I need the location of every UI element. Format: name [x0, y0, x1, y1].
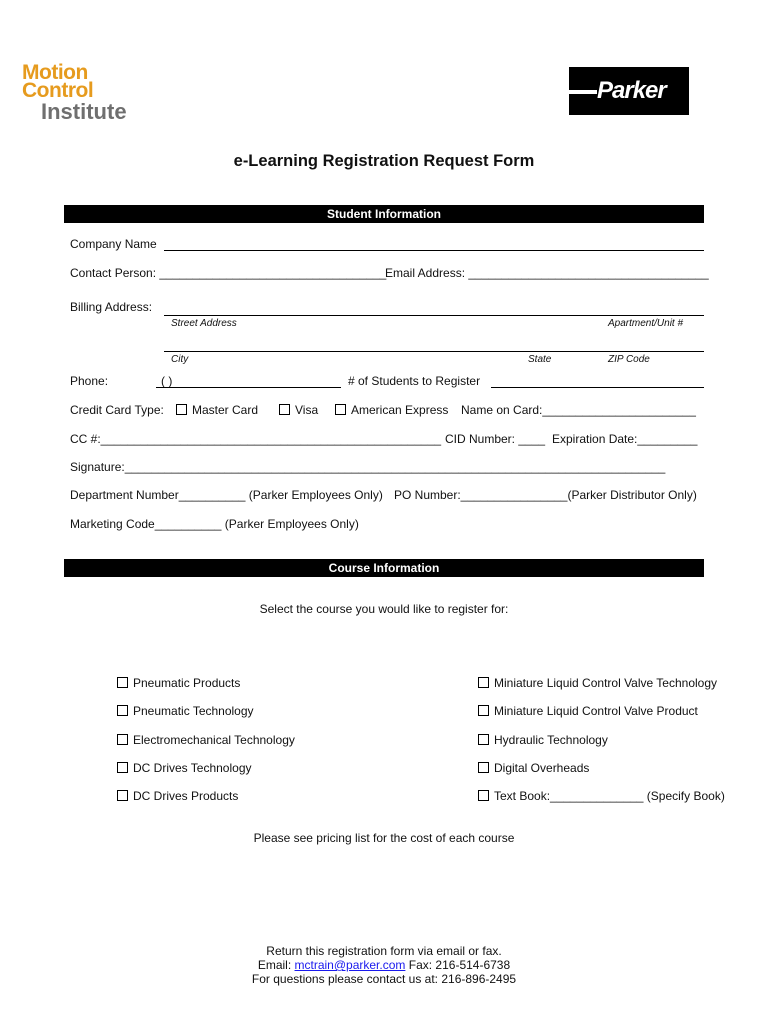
form-title: e-Learning Registration Request Form: [233, 152, 535, 170]
city-caption: City: [171, 354, 189, 365]
course-checkbox[interactable]: [117, 790, 128, 801]
apartment-caption: Apartment/Unit #: [608, 318, 684, 329]
course-checkbox[interactable]: [117, 705, 128, 716]
student-information-header: Student Information: [64, 205, 704, 223]
signature-field[interactable]: Signature:_________________________________________________________________________________: [70, 460, 666, 474]
course-label: DC Drives Technology: [133, 761, 252, 775]
questions-phone: For questions please contact us at: 216-896-2495: [251, 972, 517, 986]
american-express-option[interactable]: [335, 403, 448, 417]
course-label: Electromechanical Technology: [133, 733, 295, 747]
course-option[interactable]: [117, 761, 252, 775]
logo-line-1: Motion: [22, 61, 88, 84]
visa-label: Visa: [295, 403, 319, 417]
course-label: Pneumatic Technology: [133, 704, 254, 718]
zip-caption: ZIP Code: [608, 354, 650, 365]
text-book-checkbox[interactable]: [478, 790, 489, 801]
logo-line-2: Control: [22, 79, 94, 102]
motion-control-institute-logo: [22, 62, 157, 126]
course-checkbox[interactable]: [117, 677, 128, 688]
text-book-option[interactable]: [478, 789, 725, 803]
course-label: Digital Overheads: [494, 761, 590, 775]
credit-card-type-label: Credit Card Type:: [70, 403, 164, 417]
master-card-checkbox[interactable]: [176, 404, 187, 415]
students-count-field[interactable]: [491, 387, 704, 388]
course-prompt: Select the course you would like to register for:: [259, 602, 509, 616]
course-label: DC Drives Products: [133, 789, 239, 803]
master-card-label: Master Card: [192, 403, 259, 417]
course-checkbox[interactable]: [117, 762, 128, 773]
contact-person-field[interactable]: Contact Person: __________________________________: [70, 266, 387, 280]
course-checkbox[interactable]: [117, 734, 128, 745]
course-option[interactable]: [117, 733, 295, 747]
phone-label: Phone:: [70, 374, 109, 388]
state-caption: State: [528, 354, 552, 365]
course-label: Miniature Liquid Control Valve Product: [494, 704, 698, 718]
expiration-date-field[interactable]: Expiration Date:_________: [552, 432, 698, 446]
email-link[interactable]: mctrain@parker.com: [294, 958, 406, 972]
return-instructions: Return this registration form via email or fax.: [266, 944, 502, 958]
course-option[interactable]: [478, 733, 608, 747]
course-option[interactable]: [478, 676, 717, 690]
course-label: Hydraulic Technology: [494, 733, 608, 747]
course-information-header: Course Information: [64, 559, 704, 577]
contact-email-fax: [0, 958, 768, 972]
phone-field[interactable]: [156, 387, 341, 388]
course-option[interactable]: [117, 676, 240, 690]
street-address-caption: Street Address: [171, 318, 237, 329]
po-number-field[interactable]: PO Number:________________(Parker Distributor Only): [394, 488, 697, 502]
course-checkbox[interactable]: [478, 677, 489, 688]
department-number-field[interactable]: Department Number__________ (Parker Employees Only): [70, 488, 383, 502]
fax-number: Fax: 216-514-6738: [408, 958, 511, 972]
course-checkbox[interactable]: [478, 762, 489, 773]
course-checkbox[interactable]: [478, 705, 489, 716]
course-option[interactable]: [478, 704, 698, 718]
cc-number-field[interactable]: CC #:___________________________________________________: [70, 432, 442, 446]
company-name-field[interactable]: [164, 250, 704, 251]
parker-logo: [569, 67, 689, 115]
parker-logo-text: Parker: [597, 77, 666, 104]
course-option[interactable]: [117, 704, 254, 718]
cid-number-field[interactable]: CID Number: ____: [445, 432, 546, 446]
course-option[interactable]: [478, 761, 589, 775]
course-label: Miniature Liquid Control Valve Technology: [494, 676, 718, 690]
pricing-note: Please see pricing list for the cost of each course: [253, 831, 515, 845]
email-label: Email:: [257, 958, 292, 972]
course-option[interactable]: [117, 789, 238, 803]
email-address-field[interactable]: Email Address: ____________________________________: [385, 266, 709, 280]
city-state-zip-field[interactable]: [164, 351, 704, 352]
company-name-label: Company Name: [70, 237, 157, 251]
course-checkbox[interactable]: [478, 734, 489, 745]
course-label: Pneumatic Products: [133, 676, 241, 690]
students-count-label: # of Students to Register: [348, 374, 481, 388]
billing-address-label: Billing Address:: [70, 300, 153, 314]
marketing-code-field[interactable]: Marketing Code__________ (Parker Employees Only): [70, 517, 359, 531]
name-on-card-field[interactable]: Name on Card:_______________________: [461, 403, 696, 417]
visa-option[interactable]: [279, 403, 318, 417]
american-express-checkbox[interactable]: [335, 404, 346, 415]
text-book-label: Text Book:______________ (Specify Book): [494, 789, 725, 803]
phone-area-code: ( ): [161, 374, 173, 388]
street-address-field[interactable]: [164, 315, 704, 316]
american-express-label: American Express: [351, 403, 449, 417]
logo-line-3: Institute: [41, 99, 127, 124]
master-card-option[interactable]: [176, 403, 258, 417]
visa-checkbox[interactable]: [279, 404, 290, 415]
